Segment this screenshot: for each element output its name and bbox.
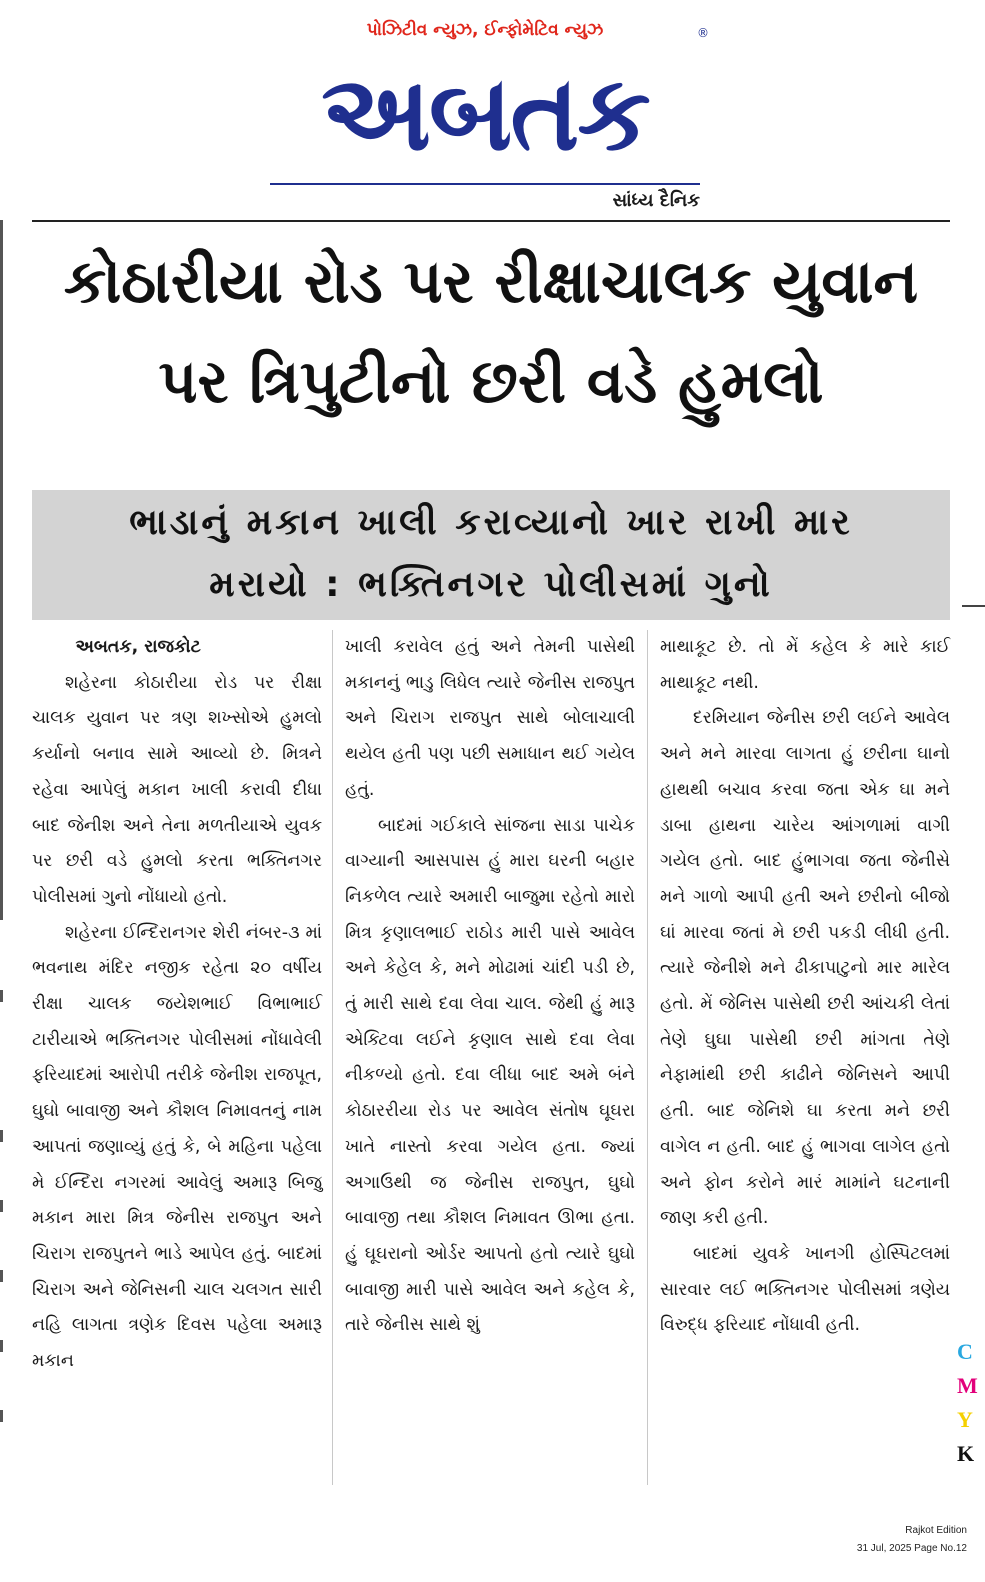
subheadline-box <box>32 490 950 620</box>
registered-mark: ® <box>697 26 709 40</box>
page-edge-dash <box>0 1340 3 1352</box>
page-edge-dash <box>0 1200 3 1212</box>
newspaper-logo: અબતક <box>321 52 649 174</box>
page-edge-dash <box>0 990 3 1002</box>
page-edge-dash-right <box>962 605 985 607</box>
subheadline-line-2: મરાયો : ભક્તિનગર પોલીસમાં ગુનો <box>209 564 773 605</box>
page-edge-dash <box>0 1410 3 1422</box>
column-divider <box>647 630 648 1485</box>
column-divider <box>332 630 333 1485</box>
page-edge-mark <box>0 220 3 920</box>
article-headline <box>32 232 950 432</box>
article-column-1 <box>32 630 322 1380</box>
page-edge-dash <box>0 1270 3 1282</box>
cmyk-c: C <box>957 1339 973 1364</box>
cmyk-k: K <box>957 1441 975 1466</box>
headline-line-1: કોઠારીયા રોડ પર રીક્ષાચાલક યુવાન <box>63 247 919 317</box>
edition-date-page: 31 Jul, 2025 Page No.12 <box>856 1543 967 1554</box>
masthead <box>265 18 710 211</box>
logo-underline <box>270 183 700 185</box>
article-paragraph: બાદમાં યુવકે ખાનગી હોસ્પિટલમાં સારવાર લઈ ભક્તિનગર પોલીસમાં ત્રણેય વિરુદ્ધ ફરિયાદ નોંધાવી હતી. <box>660 1243 950 1336</box>
edition-type-label: સાંધ્ય દૈનિક <box>612 190 700 211</box>
article-paragraph: ખાલી કરાવેલ હતું અને તેમની પાસેથી મકાનનું ભાડુ લિધેલ ત્યારે જેનીસ રાજપુત અને ચિરાગ રાજપુત સાથે બોલાચાલી થયેલ હતી પણ પછી સમાધાન થઈ ગયેલ હતું. <box>345 637 635 800</box>
article-paragraph: શહેરના કોઠારીયા રોડ પર રીક્ષા ચાલક યુવાન પર ત્રણ શખ્સોએ હુમલો કર્યાનો બનાવ સામે આવ્યો છે. મિત્રને રહેવા આપેલું મકાન ખાલી કરાવી દીધા બાદ જેનીશ અને તેના મળતીયાએ યુવક પર છરી વડે હુમલો કરતા ભક્તિનગર પોલીસમાં ગુનો નોંધાયો હતો. <box>32 672 322 907</box>
article-paragraph: શહેરના ઈન્દિરાનગર શેરી નંબર-૩ માં ભવનાથ મંદિર નજીક રહેતા ૨૦ વર્ષીય રીક્ષા ચાલક જયેશભાઈ વિભાભાઈ ટારીયાએ ભક્તિનગર પોલીસમાં નોંધાવેલી ફરિયાદમાં આરોપી તરીકે જેનીશ રાજપૂત, ઘુઘો બાવાજી અને કૌશલ નિમાવતનું નામ આપતાં જણાવ્યું હતું કે, બે મહિના પહેલા મે ઈન્દિરા નગરમાં આવેલું અમારૂ બિજુ મકાન મારા મિત્ર જેનીસ રાજપુત અને ચિરાગ રાજપુતને ભાડે આપેલ હતું. બાદમાં ચિરાગ અને જેનિસની ચાલ ચલગત સારી નહિ લાગતા ત્રણેક દિવસ પહેલા અમારૂ મકાન <box>32 922 322 1372</box>
article-paragraph: માથાકૂટ છે. તો મેં કહેલ કે મારે કાઈ માથાકૂટ નથી. <box>660 637 950 693</box>
headline-line-2: પર ત્રિપુટીનો છરી વડે હુમલો <box>158 347 824 417</box>
page-edge-dash <box>0 1130 3 1142</box>
cmyk-m: M <box>957 1373 978 1398</box>
article-dateline: અબતક, રાજકોટ <box>75 637 201 657</box>
top-rule <box>32 220 950 222</box>
article-column-3 <box>660 630 950 1344</box>
subheadline-line-1: ભાડાનું મકાન ખાલી કરાવ્યાનો ખાર રાખી માર <box>129 502 853 543</box>
article-subheadline <box>32 492 950 616</box>
article-paragraph: દરમિયાન જેનીસ છરી લઈને આવેલ અને મને મારવા લાગતા હું છરીના ઘાનો હાથથી બચાવ કરવા જતા એક ઘા મને ડાબા હાથના ચારેય આંગળામાં વાગી ગયેલ હતો. બાદ હુંભાગવા જતા જેનીસે મને ગાળો આપી હતી અને છરીનો બીજો ઘાં મારવા જતાં મે છરી પકડી લીધી હતી. ત્યારે જેનીશે મને ઢીકાપાટુનો માર મારેલ હતો. મેં જેનિસ પાસેથી છરી આંચકી લેતાં તેણે ઘુઘા પાસેથી છરી માંગતા તેણે નેફામાંથી છરી કાઢીને જેનિસને આપી હતી. બાદ જેનિશે ઘા કરતા મને છરી વાગેલ ન હતી. બાદ હું ભાગવા લાગેલ હતો અને ફોન કરોને મારં મામાંને ઘટનાની જાણ કરી હતી. <box>660 708 950 1229</box>
masthead-tagline: પોઝિટીવ ન્યુઝ, ઈન્ફોમેટિવ ન્યુઝ <box>366 20 604 40</box>
article-paragraph: બાદમાં ગઈકાલે સાંજના સાડા પાચેક વાગ્યાની આસપાસ હું મારા ઘરની બહાર નિકળેલ ત્યારે અમારી બાજુમા રહેતો મારો મિત્ર કૃણાલભાઈ રાઠોડ મારી પાસે આવેલ અને કેહેલ કે, મને મોઢામાં ચાંદી પડી છે, તું મારી સાથે દવા લેવા ચાલ. જેથી હું મારૂ એક્ટિવા લઈને કૃણાલ સાથે દવા લેવા નીકળ્યો હતો. દવા લીધા બાદ અમે બંને કોઠારરીયા રોડ પર આવેલ સંતોષ ઘૂઘરા ખાતે નાસ્તો કરવા ગયેલ હતા. જ્યાં અગાઉથી જ જેનીસ રાજપુત, ઘુઘો બાવાજી તથા કૌશલ નિમાવત ઊભા હતા. હું ઘૂઘરાનો ઓર્ડર આપતો હતો ત્યારે ઘુઘો બાવાજી મારી પાસે આવેલ અને કહેલ કે, તારે જેનીસ સાથે શું <box>345 815 635 1336</box>
article-column-2 <box>345 630 635 1344</box>
cmyk-registration-marks <box>957 1335 978 1471</box>
edition-name: Rajkot Edition <box>905 1525 967 1536</box>
edition-footer <box>857 1522 967 1558</box>
cmyk-y: Y <box>957 1407 973 1432</box>
